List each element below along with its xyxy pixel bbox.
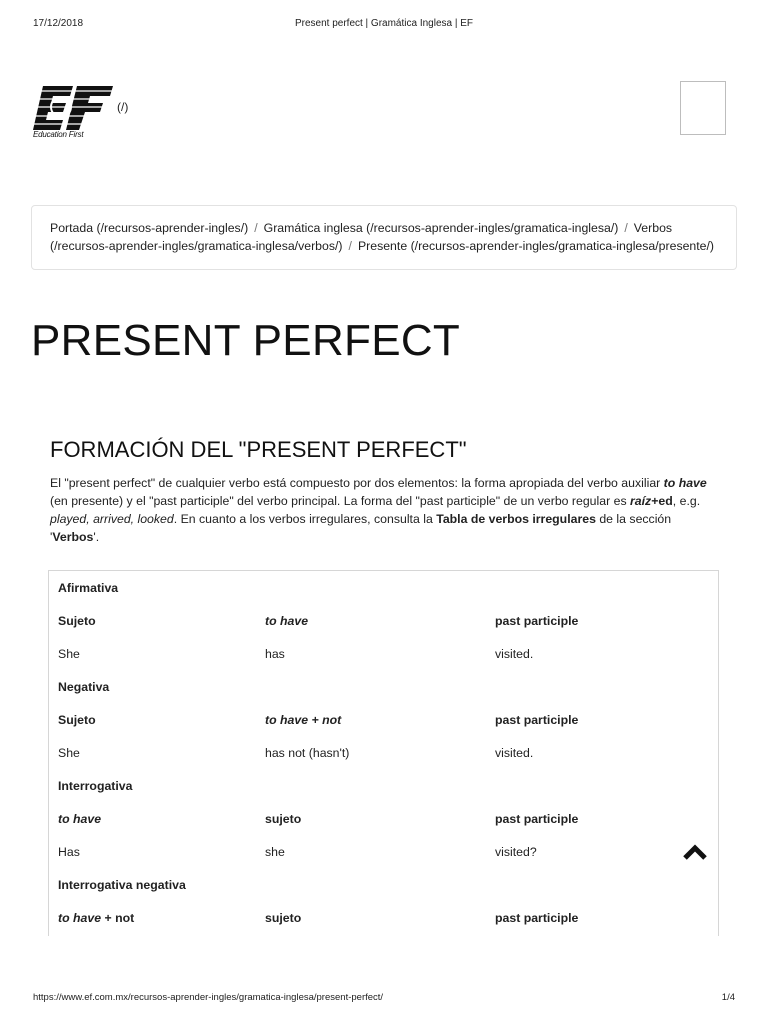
logo-caption: Education First [33, 130, 84, 139]
print-page-number: 1/4 [721, 992, 735, 1003]
print-title: Present perfect | Gramática Inglesa | EF [294, 18, 474, 29]
table-cell: She [58, 745, 80, 760]
intro-text: (en presente) y el "past participle" del verbo principal. La forma del "past participle" de un verbo regular es [50, 494, 631, 508]
table-row [49, 868, 718, 901]
intro-examples: played, arrived, looked [50, 512, 174, 526]
conjugation-table [48, 570, 719, 936]
ef-logo-graphic [33, 82, 115, 134]
afirmativa-heading: Afirmativa [58, 580, 119, 595]
table-cell: has not (hasn't) [265, 745, 350, 760]
table-cell: visited? [495, 844, 537, 859]
table-header-part: + not [104, 910, 135, 925]
table-header-cell: Sujeto [58, 712, 96, 727]
intro-text: '. [93, 530, 100, 544]
table-header-cell [49, 901, 256, 934]
breadcrumb-separator: / [254, 221, 258, 235]
table-row [49, 703, 718, 736]
breadcrumb [31, 205, 737, 270]
intro-text: El "present perfect" de cualquier verbo está compuesto por dos elementos: la forma apropiada del verbo auxiliar [50, 476, 664, 490]
negativa-heading: Negativa [58, 679, 110, 694]
table-header-part: to have [265, 712, 309, 727]
table-header-part: to have [58, 910, 102, 925]
table-header-cell: sujeto [265, 910, 302, 925]
irregular-verbs-table-link[interactable]: Tabla de verbos irregulares [436, 512, 596, 526]
table-cell: Has [58, 844, 80, 859]
table-header-cell: past participle [495, 910, 579, 925]
interrogativa-negativa-heading: Interrogativa negativa [58, 877, 186, 892]
table-header-cell: past participle [495, 811, 579, 826]
breadcrumb-item-verbos[interactable]: Verbos (/recursos-aprender-ingles/gramatica-inglesa/verbos/) [50, 221, 673, 253]
table-row [49, 901, 718, 934]
page-title: PRESENT PERFECT [31, 316, 461, 365]
intro-raiz: raíz [630, 494, 652, 508]
chevron-up-icon[interactable] [683, 842, 707, 864]
print-header [33, 18, 735, 32]
intro-text: de la sección ' [50, 512, 672, 544]
verbos-section-link[interactable]: Verbos [52, 530, 94, 544]
print-url: https://www.ef.com.mx/recursos-aprender-ingles/gramatica-inglesa/present-perfect/ [33, 992, 384, 1003]
table-header-part: + not [311, 712, 342, 727]
breadcrumb-item-gramatica[interactable]: Gramática inglesa (/recursos-aprender-ingles/gramatica-inglesa/) [263, 221, 619, 235]
home-link[interactable]: (/) [117, 100, 129, 114]
table-header-cell [256, 703, 486, 736]
chevron-up-graphic [683, 842, 707, 864]
table-row [49, 571, 718, 604]
table-row [49, 604, 718, 637]
interrogativa-heading: Interrogativa [58, 778, 133, 793]
table-cell: She [58, 646, 80, 661]
table-header-cell: Sujeto [58, 613, 96, 628]
table-cell: visited. [495, 646, 534, 661]
table-row [49, 769, 718, 802]
intro-text: , e.g. [672, 494, 701, 508]
table-cell: visited. [495, 745, 534, 760]
table-row [49, 736, 718, 769]
print-date: 17/12/2018 [33, 18, 84, 29]
table-header-cell: to have [265, 613, 309, 628]
print-footer [33, 992, 735, 1006]
intro-plus-ed: +ed [651, 494, 673, 508]
breadcrumb-item-portada[interactable]: Portada (/recursos-aprender-ingles/) [50, 221, 249, 235]
table-header-cell: to have [58, 811, 102, 826]
table-header-cell: past participle [495, 613, 579, 628]
table-header-cell: past participle [495, 712, 579, 727]
breadcrumb-separator: / [348, 239, 352, 253]
breadcrumb-item-presente[interactable]: Presente (/recursos-aprender-ingles/gramatica-inglesa/presente/) [357, 239, 715, 253]
intro-text: . En cuanto a los verbos irregulares, consulta la [173, 512, 437, 526]
intro-to-have: to have [663, 476, 707, 490]
table-cell: she [265, 844, 285, 859]
intro-paragraph [50, 474, 718, 546]
breadcrumb-separator: / [624, 221, 628, 235]
table-row [49, 670, 718, 703]
table-row [49, 835, 718, 868]
section-title: FORMACIÓN DEL "PRESENT PERFECT" [50, 437, 467, 462]
table-cell: has [265, 646, 285, 661]
table-row [49, 637, 718, 670]
menu-button[interactable] [680, 81, 726, 135]
table-header-cell: sujeto [265, 811, 302, 826]
table-row [49, 802, 718, 835]
